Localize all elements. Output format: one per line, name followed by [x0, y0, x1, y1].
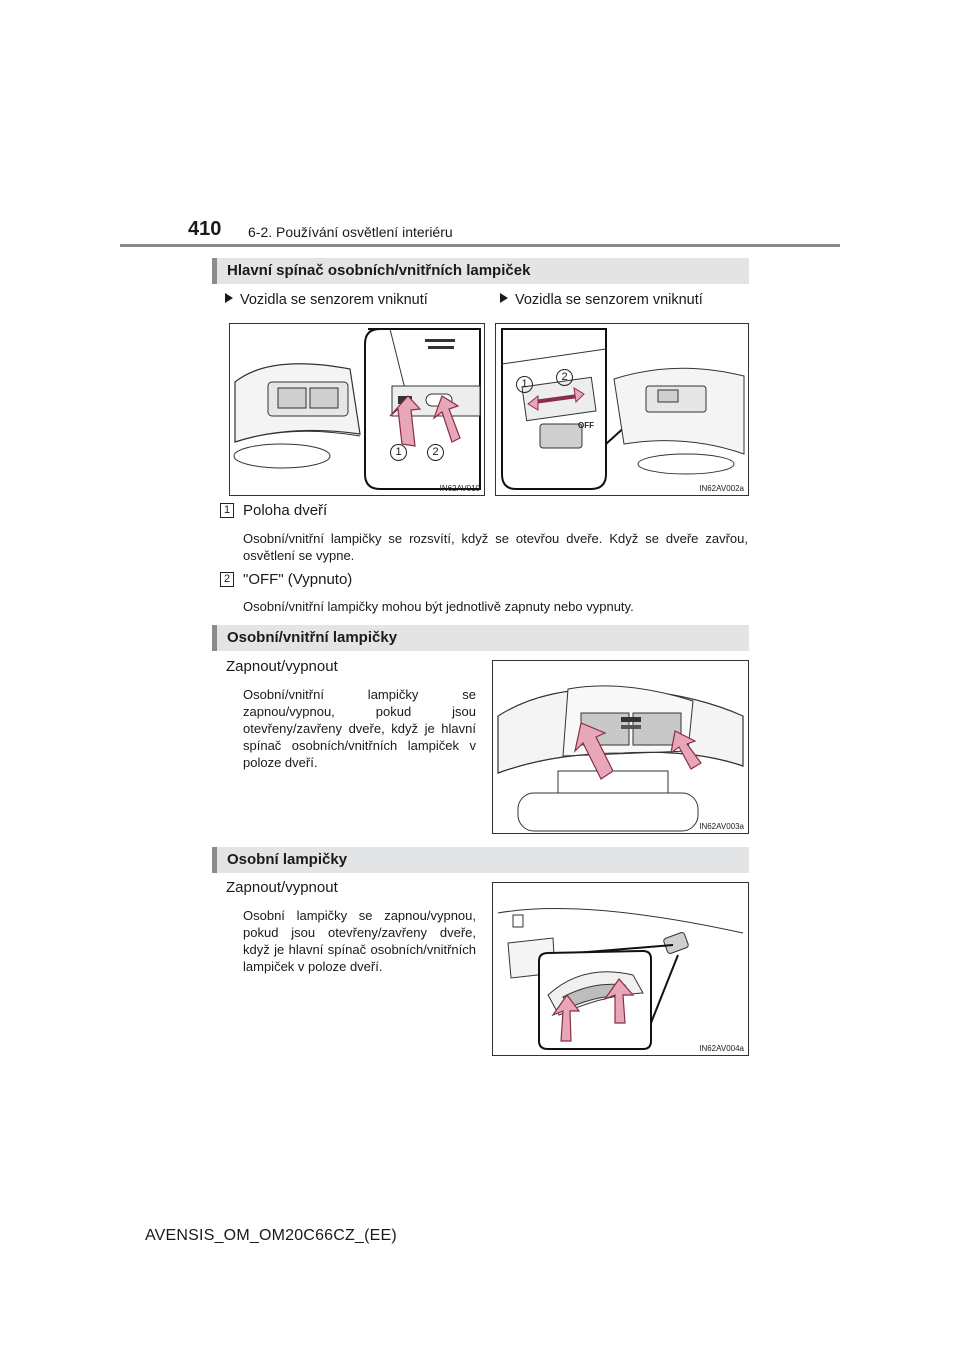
illustration-overhead-console	[230, 324, 484, 495]
illustration-interior-lamp	[493, 661, 748, 833]
figure-code: IN62AV010	[439, 484, 480, 493]
action-label-toggle: Zapnout/vypnout	[226, 658, 338, 675]
figure-code: IN62AV003a	[699, 822, 744, 831]
item-number-1: 1	[220, 503, 234, 518]
item-description-door-position: Osobní/vnitřní lampičky se rozsvítí, když se otevřou dveře. Když se dveře zavřou, osvětlení se vypne.	[243, 531, 748, 563]
header-divider	[120, 244, 840, 247]
figure-code: IN62AV004a	[699, 1044, 744, 1053]
document-id: AVENSIS_OM_OM20C66CZ_(EE)	[145, 1227, 397, 1244]
figure-main-switch-left	[229, 323, 485, 496]
triangle-bullet-icon	[500, 293, 508, 303]
item-title-door-position: Poloha dveří	[243, 502, 328, 519]
off-label: OFF	[578, 421, 594, 430]
callout-2: 2	[427, 444, 444, 461]
description-interior-lights: Osobní/vnitřní lampičky se zapnou/vypnou, pokud jsou otevřeny/zavřeny dveře, když je hlavní spínač osobních/vnitřních lampiček v poloze dveří.	[243, 687, 476, 770]
illustration-personal-lamp	[493, 883, 748, 1055]
triangle-bullet-icon	[225, 293, 233, 303]
callout-1: 1	[390, 444, 407, 461]
item-description-off: Osobní/vnitřní lampičky mohou být jednotlivě zapnuty nebo vypnuty.	[243, 599, 634, 614]
illustration-overhead-console	[496, 324, 748, 495]
callout-1: 1	[516, 376, 533, 393]
figure-main-switch-right	[495, 323, 749, 496]
item-title-off: "OFF" (Vypnuto)	[243, 571, 353, 588]
variant-label-left: Vozidla se senzorem vniknutí	[225, 292, 428, 308]
section-heading-interior-lights: Osobní/vnitřní lampičky	[212, 625, 749, 651]
callout-2: 2	[556, 369, 573, 386]
section-heading-personal-lights: Osobní lampičky	[212, 847, 749, 873]
section-heading-main-switch: Hlavní spínač osobních/vnitřních lampiček	[212, 258, 749, 284]
figure-code: IN62AV002a	[699, 484, 744, 493]
page-number: 410	[188, 218, 222, 240]
action-label-toggle: Zapnout/vypnout	[226, 879, 338, 896]
chapter-title: 6-2. Používání osvětlení interiéru	[248, 224, 453, 240]
figure-personal-lights	[492, 882, 749, 1056]
figure-interior-lights	[492, 660, 749, 834]
description-personal-lights: Osobní lampičky se zapnou/vypnou, pokud jsou otevřeny/zavřeny dveře, když je hlavní spínač osobních/vnitřních lampiček v poloze dveří.	[243, 908, 476, 974]
variant-label-right: Vozidla se senzorem vniknutí	[500, 292, 703, 308]
item-number-2: 2	[220, 572, 234, 587]
